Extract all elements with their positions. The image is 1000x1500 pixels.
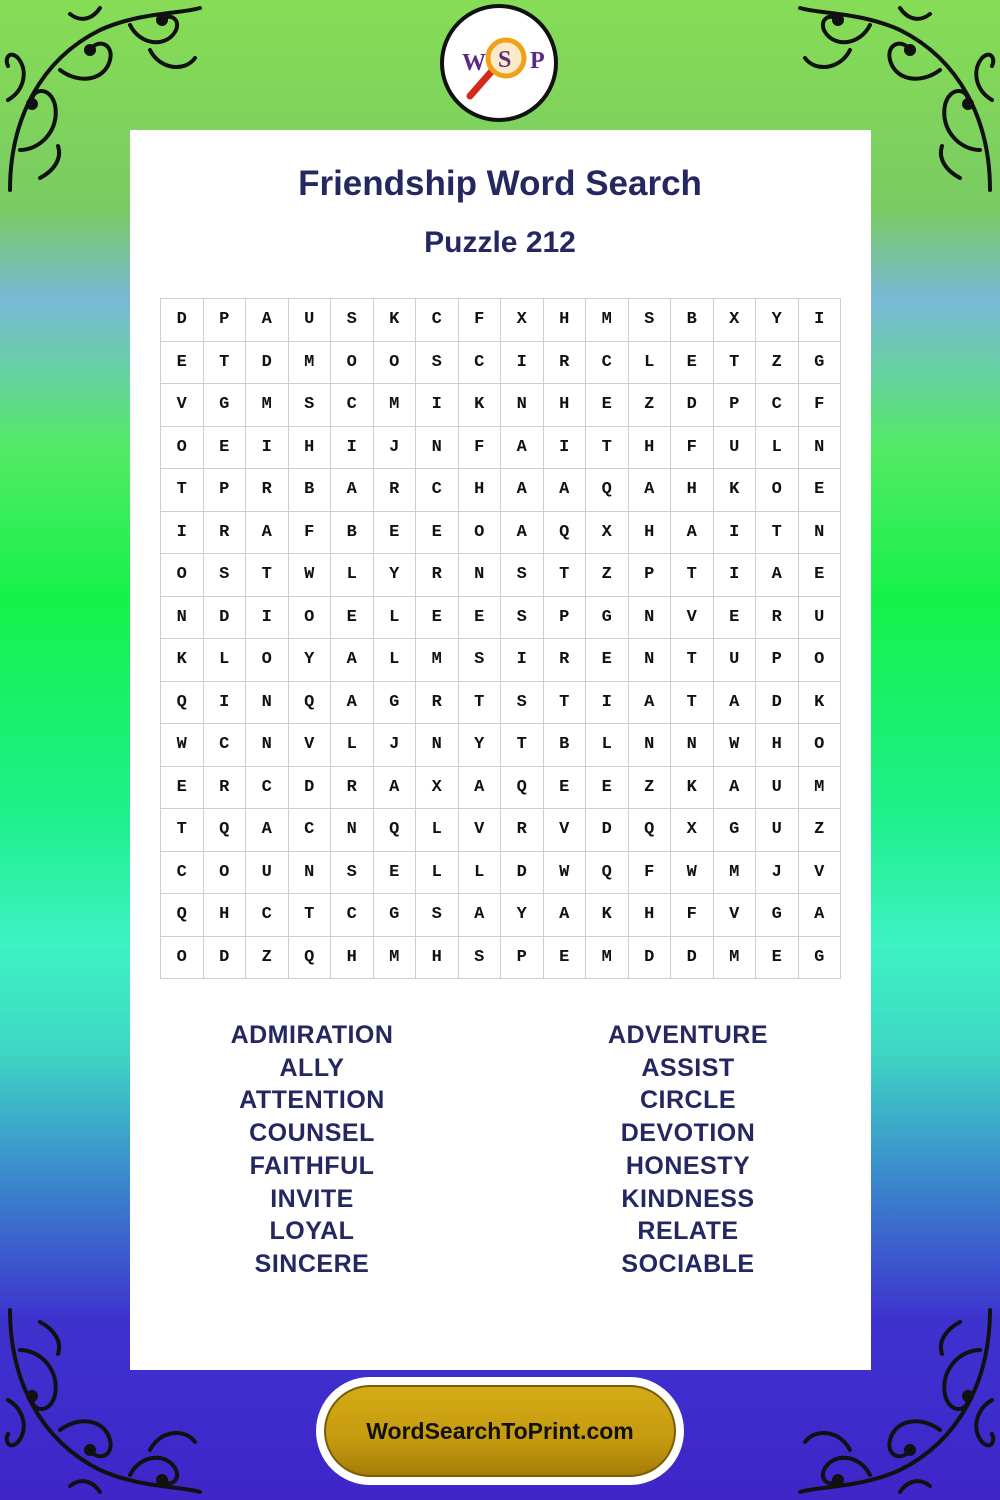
grid-cell[interactable]: P [714,384,757,427]
grid-cell[interactable]: O [289,597,332,640]
word-item: DEVOTION [620,1119,756,1148]
grid-cell[interactable]: Q [161,682,204,725]
grid-cell[interactable]: F [799,384,842,427]
grid-cell[interactable]: P [501,937,544,980]
grid-cell[interactable]: T [544,554,587,597]
grid-cell[interactable]: Y [459,724,502,767]
word-item: ALLY [279,1053,345,1082]
grid-cell[interactable]: I [501,639,544,682]
grid-cell[interactable]: Z [246,937,289,980]
grid-cell[interactable]: O [161,554,204,597]
grid-cell[interactable]: U [246,852,289,895]
grid-cell[interactable]: S [416,894,459,937]
grid-cell[interactable]: C [331,894,374,937]
grid-cell[interactable]: I [799,299,842,342]
grid-cell[interactable]: K [374,299,417,342]
grid-cell[interactable]: N [246,724,289,767]
grid-cell[interactable]: E [714,597,757,640]
grid-cell[interactable]: Z [629,767,672,810]
page-title: Friendship Word Search [298,164,702,203]
grid-cell[interactable]: L [374,639,417,682]
grid-cell[interactable]: I [544,427,587,470]
grid-cell[interactable]: E [586,767,629,810]
grid-cell[interactable]: B [544,724,587,767]
grid-cell[interactable]: A [374,767,417,810]
grid-cell[interactable]: C [331,384,374,427]
grid-cell[interactable]: T [714,342,757,385]
grid-cell[interactable]: H [544,384,587,427]
grid-cell[interactable]: R [416,554,459,597]
grid-cell[interactable]: K [714,469,757,512]
grid-cell[interactable]: M [714,937,757,980]
grid-cell[interactable]: A [714,767,757,810]
grid-cell[interactable]: M [374,384,417,427]
grid-cell[interactable]: P [204,299,247,342]
grid-cell[interactable]: K [799,682,842,725]
grid-cell[interactable]: E [799,469,842,512]
logo-letter-w: W [462,50,486,76]
grid-cell[interactable]: N [161,597,204,640]
grid-cell[interactable]: D [246,342,289,385]
grid-cell[interactable]: E [799,554,842,597]
grid-cell[interactable]: A [246,299,289,342]
grid-cell[interactable]: S [416,342,459,385]
grid-cell[interactable]: S [459,639,502,682]
grid-cell[interactable]: N [331,809,374,852]
grid-cell[interactable]: X [501,299,544,342]
grid-cell[interactable]: A [756,554,799,597]
grid-cell[interactable]: O [161,427,204,470]
grid-cell[interactable]: N [416,724,459,767]
grid-cell[interactable]: E [374,512,417,555]
grid-cell[interactable]: C [586,342,629,385]
grid-cell[interactable]: E [586,384,629,427]
grid-cell[interactable]: A [246,809,289,852]
grid-cell[interactable]: P [204,469,247,512]
grid-cell[interactable]: F [459,427,502,470]
grid-cell[interactable]: J [756,852,799,895]
grid-cell[interactable]: Z [756,342,799,385]
grid-cell[interactable]: O [756,469,799,512]
word-item: RELATE [637,1217,739,1246]
grid-cell[interactable]: D [161,299,204,342]
grid-cell[interactable]: I [204,682,247,725]
grid-cell[interactable]: C [246,767,289,810]
grid-cell[interactable]: D [756,682,799,725]
grid-cell[interactable]: R [204,767,247,810]
grid-cell[interactable]: V [289,724,332,767]
grid-cell[interactable]: X [671,809,714,852]
grid-cell[interactable]: A [629,469,672,512]
grid-cell[interactable]: C [416,469,459,512]
grid-cell[interactable]: Q [204,809,247,852]
grid-cell[interactable]: F [459,299,502,342]
grid-cell[interactable]: U [799,597,842,640]
grid-cell[interactable]: Y [374,554,417,597]
grid-cell[interactable]: P [544,597,587,640]
word-item: SOCIABLE [621,1249,755,1278]
word-item: KINDNESS [621,1184,755,1213]
grid-cell[interactable]: N [799,427,842,470]
grid-cell[interactable]: M [416,639,459,682]
grid-cell[interactable]: T [246,554,289,597]
grid-cell[interactable]: Q [289,937,332,980]
wsp-logo [440,4,558,122]
grid-cell[interactable]: A [501,512,544,555]
grid-cell[interactable]: S [289,384,332,427]
grid-cell[interactable]: H [671,469,714,512]
grid-cell[interactable]: A [544,469,587,512]
grid-cell[interactable]: K [586,894,629,937]
grid-cell[interactable]: A [459,767,502,810]
grid-cell[interactable]: J [374,427,417,470]
magnifier-icon [444,8,554,118]
word-item: FAITHFUL [249,1151,375,1180]
grid-cell[interactable]: T [671,639,714,682]
grid-cell[interactable]: Q [374,809,417,852]
grid-cell[interactable]: M [374,937,417,980]
grid-cell[interactable]: O [374,342,417,385]
grid-cell[interactable]: R [331,767,374,810]
grid-cell[interactable]: Q [586,469,629,512]
grid-cell[interactable]: H [544,299,587,342]
grid-cell[interactable]: D [501,852,544,895]
grid-cell[interactable]: G [374,894,417,937]
grid-cell[interactable]: H [629,427,672,470]
grid-cell[interactable]: I [586,682,629,725]
grid-cell[interactable]: B [331,512,374,555]
grid-cell[interactable]: D [671,384,714,427]
grid-cell[interactable]: P [756,639,799,682]
grid-cell[interactable]: Q [161,894,204,937]
grid-cell[interactable]: G [756,894,799,937]
grid-cell[interactable]: A [459,894,502,937]
grid-cell[interactable]: O [161,937,204,980]
grid-cell[interactable]: H [629,894,672,937]
grid-cell[interactable]: N [629,639,672,682]
grid-cell[interactable]: W [671,852,714,895]
word-list-left [162,1019,462,1281]
grid-cell[interactable]: Q [629,809,672,852]
grid-cell[interactable]: D [629,937,672,980]
letter-grid[interactable] [160,298,841,979]
grid-cell[interactable]: R [544,342,587,385]
grid-cell[interactable]: Q [501,767,544,810]
grid-cell[interactable]: D [289,767,332,810]
grid-cell[interactable]: M [246,384,289,427]
grid-cell[interactable]: M [799,767,842,810]
word-item: INVITE [270,1184,354,1213]
grid-cell[interactable]: V [544,809,587,852]
grid-cell[interactable]: Z [586,554,629,597]
grid-cell[interactable]: T [204,342,247,385]
grid-cell[interactable]: I [416,384,459,427]
grid-cell[interactable]: F [671,427,714,470]
grid-cell[interactable]: N [629,597,672,640]
grid-cell[interactable]: N [416,427,459,470]
grid-cell[interactable]: W [289,554,332,597]
grid-cell[interactable]: C [246,894,289,937]
grid-cell[interactable]: E [204,427,247,470]
grid-cell[interactable]: N [671,724,714,767]
grid-cell[interactable]: D [204,937,247,980]
grid-cell[interactable]: X [714,299,757,342]
grid-cell[interactable]: E [416,512,459,555]
grid-cell[interactable]: J [374,724,417,767]
grid-cell[interactable]: U [756,767,799,810]
grid-cell[interactable]: E [671,342,714,385]
grid-cell[interactable]: G [799,937,842,980]
grid-cell[interactable]: C [204,724,247,767]
grid-cell[interactable]: I [714,554,757,597]
grid-cell[interactable]: U [289,299,332,342]
grid-cell[interactable]: A [331,469,374,512]
grid-cell[interactable]: R [246,469,289,512]
grid-cell[interactable]: F [671,894,714,937]
grid-cell[interactable]: R [204,512,247,555]
grid-cell[interactable]: L [204,639,247,682]
grid-cell[interactable]: E [374,852,417,895]
grid-cell[interactable]: Y [289,639,332,682]
grid-cell[interactable]: Y [501,894,544,937]
word-item: ADMIRATION [230,1021,394,1049]
grid-cell[interactable]: E [416,597,459,640]
logo-letter-s: S [498,47,512,73]
grid-cell[interactable]: O [799,724,842,767]
grid-cell[interactable]: H [416,937,459,980]
grid-cell[interactable]: A [799,894,842,937]
grid-cell[interactable]: N [246,682,289,725]
website-button[interactable] [316,1377,684,1485]
grid-cell[interactable]: E [586,639,629,682]
grid-cell[interactable]: N [289,852,332,895]
grid-cell[interactable]: T [161,809,204,852]
grid-cell[interactable]: B [289,469,332,512]
word-list-right [538,1019,838,1281]
grid-cell[interactable]: X [416,767,459,810]
grid-cell[interactable]: T [544,682,587,725]
grid-cell[interactable]: I [161,512,204,555]
grid-cell[interactable]: B [671,299,714,342]
grid-cell[interactable]: E [459,597,502,640]
grid-cell[interactable]: A [671,512,714,555]
grid-cell[interactable]: H [289,427,332,470]
word-item: LOYAL [269,1217,355,1246]
grid-cell[interactable]: L [459,852,502,895]
word-item: CIRCLE [639,1086,737,1115]
grid-cell[interactable]: Y [756,299,799,342]
grid-cell[interactable]: M [586,299,629,342]
grid-cell[interactable]: N [799,512,842,555]
grid-cell[interactable]: T [586,427,629,470]
grid-cell[interactable]: L [416,809,459,852]
word-item: SINCERE [254,1249,370,1278]
grid-cell[interactable]: I [331,427,374,470]
grid-cell[interactable]: K [459,384,502,427]
grid-cell[interactable]: V [671,597,714,640]
grid-cell[interactable]: Q [289,682,332,725]
grid-cell[interactable]: V [799,852,842,895]
grid-cell[interactable]: I [714,512,757,555]
grid-cell[interactable]: O [204,852,247,895]
grid-cell[interactable]: A [331,682,374,725]
grid-cell[interactable]: M [586,937,629,980]
grid-cell[interactable]: P [629,554,672,597]
grid-cell[interactable]: R [374,469,417,512]
grid-cell[interactable]: G [586,597,629,640]
grid-cell[interactable]: I [246,427,289,470]
grid-cell[interactable]: A [501,427,544,470]
grid-cell[interactable]: S [501,682,544,725]
grid-cell[interactable]: S [204,554,247,597]
grid-cell[interactable]: R [756,597,799,640]
grid-cell[interactable]: A [544,894,587,937]
grid-cell[interactable]: T [756,512,799,555]
grid-cell[interactable]: O [459,512,502,555]
grid-cell[interactable]: A [629,682,672,725]
grid-cell[interactable]: O [246,639,289,682]
grid-cell[interactable]: H [331,937,374,980]
grid-cell[interactable]: I [246,597,289,640]
grid-cell[interactable]: L [629,342,672,385]
grid-cell[interactable]: A [331,639,374,682]
puzzle-number: Puzzle 212 [424,226,576,259]
grid-cell[interactable]: N [459,554,502,597]
grid-cell[interactable]: L [374,597,417,640]
grid-cell[interactable]: E [161,342,204,385]
grid-cell[interactable]: O [331,342,374,385]
grid-cell[interactable]: O [799,639,842,682]
grid-cell[interactable]: C [416,299,459,342]
grid-cell[interactable]: S [629,299,672,342]
grid-cell[interactable]: D [671,937,714,980]
grid-cell[interactable]: E [331,597,374,640]
grid-cell[interactable]: S [459,937,502,980]
grid-cell[interactable]: E [161,767,204,810]
grid-cell[interactable]: T [289,894,332,937]
word-item: ASSIST [641,1053,735,1082]
grid-cell[interactable]: W [714,724,757,767]
grid-cell[interactable]: T [459,682,502,725]
grid-cell[interactable]: S [331,852,374,895]
word-item: ATTENTION [239,1086,385,1115]
logo-letter-p: P [530,48,545,74]
grid-cell[interactable]: V [459,809,502,852]
grid-cell[interactable]: M [289,342,332,385]
grid-cell[interactable]: W [544,852,587,895]
grid-cell[interactable]: A [246,512,289,555]
grid-cell[interactable]: E [756,937,799,980]
grid-cell[interactable]: X [586,512,629,555]
grid-cell[interactable]: E [544,937,587,980]
grid-cell[interactable]: C [756,384,799,427]
grid-cell[interactable]: G [799,342,842,385]
word-item: HONESTY [625,1151,751,1180]
grid-cell[interactable]: U [714,639,757,682]
grid-cell[interactable]: A [501,469,544,512]
grid-cell[interactable]: R [416,682,459,725]
grid-cell[interactable]: N [629,724,672,767]
grid-cell[interactable]: I [501,342,544,385]
grid-cell[interactable]: S [331,299,374,342]
grid-cell[interactable]: S [501,554,544,597]
grid-cell[interactable]: L [331,554,374,597]
grid-cell[interactable]: R [544,639,587,682]
grid-cell[interactable]: T [671,682,714,725]
website-label: WordSearchToPrint.com [324,1385,676,1477]
grid-cell[interactable]: T [671,554,714,597]
grid-cell[interactable]: F [629,852,672,895]
grid-cell[interactable]: E [544,767,587,810]
grid-cell[interactable]: C [289,809,332,852]
grid-cell[interactable]: K [671,767,714,810]
grid-cell[interactable]: W [161,724,204,767]
grid-cell[interactable]: V [161,384,204,427]
grid-cell[interactable]: L [331,724,374,767]
grid-cell[interactable]: H [204,894,247,937]
grid-cell[interactable]: Q [586,852,629,895]
grid-cell[interactable]: M [714,852,757,895]
grid-cell[interactable]: G [374,682,417,725]
grid-cell[interactable]: U [756,809,799,852]
grid-cell[interactable]: L [756,427,799,470]
grid-cell[interactable]: Z [799,809,842,852]
grid-cell[interactable]: T [161,469,204,512]
grid-cell[interactable]: V [714,894,757,937]
grid-cell[interactable]: Z [629,384,672,427]
word-item: COUNSEL [249,1119,375,1148]
grid-cell[interactable]: G [714,809,757,852]
grid-cell[interactable]: C [459,342,502,385]
grid-cell[interactable]: A [714,682,757,725]
grid-cell[interactable]: Q [544,512,587,555]
grid-cell[interactable]: G [204,384,247,427]
word-item: ADVENTURE [607,1021,769,1049]
grid-cell[interactable]: L [416,852,459,895]
grid-cell[interactable]: L [586,724,629,767]
grid-cell[interactable]: D [586,809,629,852]
grid-cell[interactable]: U [714,427,757,470]
grid-cell[interactable]: H [756,724,799,767]
grid-cell[interactable]: K [161,639,204,682]
grid-cell[interactable]: T [501,724,544,767]
grid-cell[interactable]: N [501,384,544,427]
grid-cell[interactable]: S [501,597,544,640]
grid-cell[interactable]: C [161,852,204,895]
grid-cell[interactable]: H [459,469,502,512]
grid-cell[interactable]: R [501,809,544,852]
grid-cell[interactable]: D [204,597,247,640]
grid-cell[interactable]: F [289,512,332,555]
grid-cell[interactable]: H [629,512,672,555]
